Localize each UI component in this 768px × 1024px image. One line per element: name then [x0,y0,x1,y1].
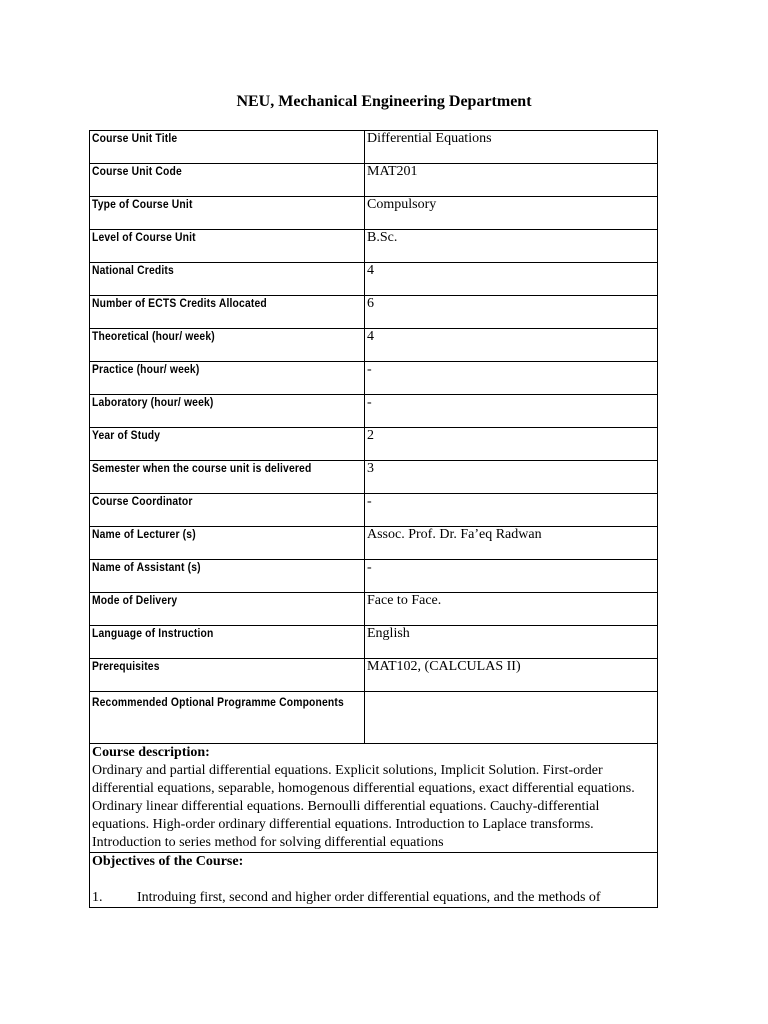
row-value: 6 [365,296,658,329]
row-label-text: Laboratory (hour/ week) [92,395,214,409]
table-row [90,560,658,593]
row-label [90,131,365,164]
table-row [90,527,658,560]
row-label [90,197,365,230]
row-value: MAT201 [365,164,658,197]
objective-number: 1. [92,890,103,905]
row-label [90,626,365,659]
row-value: - [365,362,658,395]
course-info-body [90,131,658,908]
table-row [90,296,658,329]
row-label-text: National Credits [92,263,174,277]
row-label [90,263,365,296]
table-row [90,230,658,263]
row-label [90,494,365,527]
row-label-text: Mode of Delivery [92,593,178,607]
row-label [90,560,365,593]
row-label [90,593,365,626]
row-label-text: Name of Assistant (s) [92,560,201,574]
objective-text: Introduing first, second and higher order differential equations, and the methods of [137,890,601,905]
table-row [90,395,658,428]
row-label [90,395,365,428]
row-label-text: Language of Instruction [92,626,214,640]
row-label-text: Theoretical (hour/ week) [92,329,215,343]
objectives-heading: Objectives of the Course: [92,854,244,869]
row-label-text: Type of Course Unit [92,197,193,211]
row-label [90,428,365,461]
table-row [90,659,658,692]
row-value: English [365,626,658,659]
table-row [90,362,658,395]
table-row [90,593,658,626]
row-label-text: Semester when the course unit is delivered [92,461,312,475]
row-value: - [365,395,658,428]
row-value: MAT102, (CALCULAS II) [365,659,658,692]
table-row [90,428,658,461]
course-description-text: Ordinary and partial differential equations. Explicit solutions, Implicit Solution. First-order differential equations, separable, homogenous differential equations, exact differential equations. Ordinary linear differential equations. Bernoulli differential equations. Cauchy-differential equations. High-order ordinary differential equations. Introduction to Laplace transforms. Introduction to series method for solving differential equations [92,763,635,850]
row-value [365,692,658,744]
row-value: 3 [365,461,658,494]
table-row [90,263,658,296]
table-row [90,164,658,197]
row-label-text: Course Coordinator [92,494,193,508]
page-title: NEU, Mechanical Engineering Department [236,93,532,110]
course-description-heading: Course description: [92,745,210,760]
row-value: Compulsory [365,197,658,230]
row-label-text: Name of Lecturer (s) [92,527,196,541]
row-label-text: Practice (hour/ week) [92,362,200,376]
row-label-text: Course Unit Code [92,164,182,178]
table-row [90,197,658,230]
row-value: Differential Equations [365,131,658,164]
row-label [90,527,365,560]
row-value: B.Sc. [365,230,658,263]
table-row [90,626,658,659]
row-label [90,230,365,263]
course-description-row [90,744,658,853]
table-row [90,494,658,527]
table-row [90,131,658,164]
course-info-table [89,130,658,908]
row-label-text: Level of Course Unit [92,230,196,244]
table-row [90,461,658,494]
table-row [90,692,658,744]
objectives-row [90,853,658,908]
row-label [90,659,365,692]
row-label [90,164,365,197]
list-item [92,889,655,907]
row-label [90,329,365,362]
row-value: Assoc. Prof. Dr. Fa’eq Radwan [365,527,658,560]
row-label-text: Number of ECTS Credits Allocated [92,296,267,310]
row-label-text: Year of Study [92,428,161,442]
row-label [90,461,365,494]
row-value: Face to Face. [365,593,658,626]
row-label-text: Recommended Optional Programme Components [92,695,344,709]
row-value: 4 [365,329,658,362]
row-label-text: Prerequisites [92,659,160,673]
row-label-text: Course Unit Title [92,131,178,145]
row-label [90,692,365,744]
row-value: - [365,560,658,593]
course-description-cell [90,744,658,853]
row-value: 2 [365,428,658,461]
row-value: 4 [365,263,658,296]
row-label [90,362,365,395]
objectives-cell [90,853,658,908]
row-value: - [365,494,658,527]
row-label [90,296,365,329]
table-row [90,329,658,362]
